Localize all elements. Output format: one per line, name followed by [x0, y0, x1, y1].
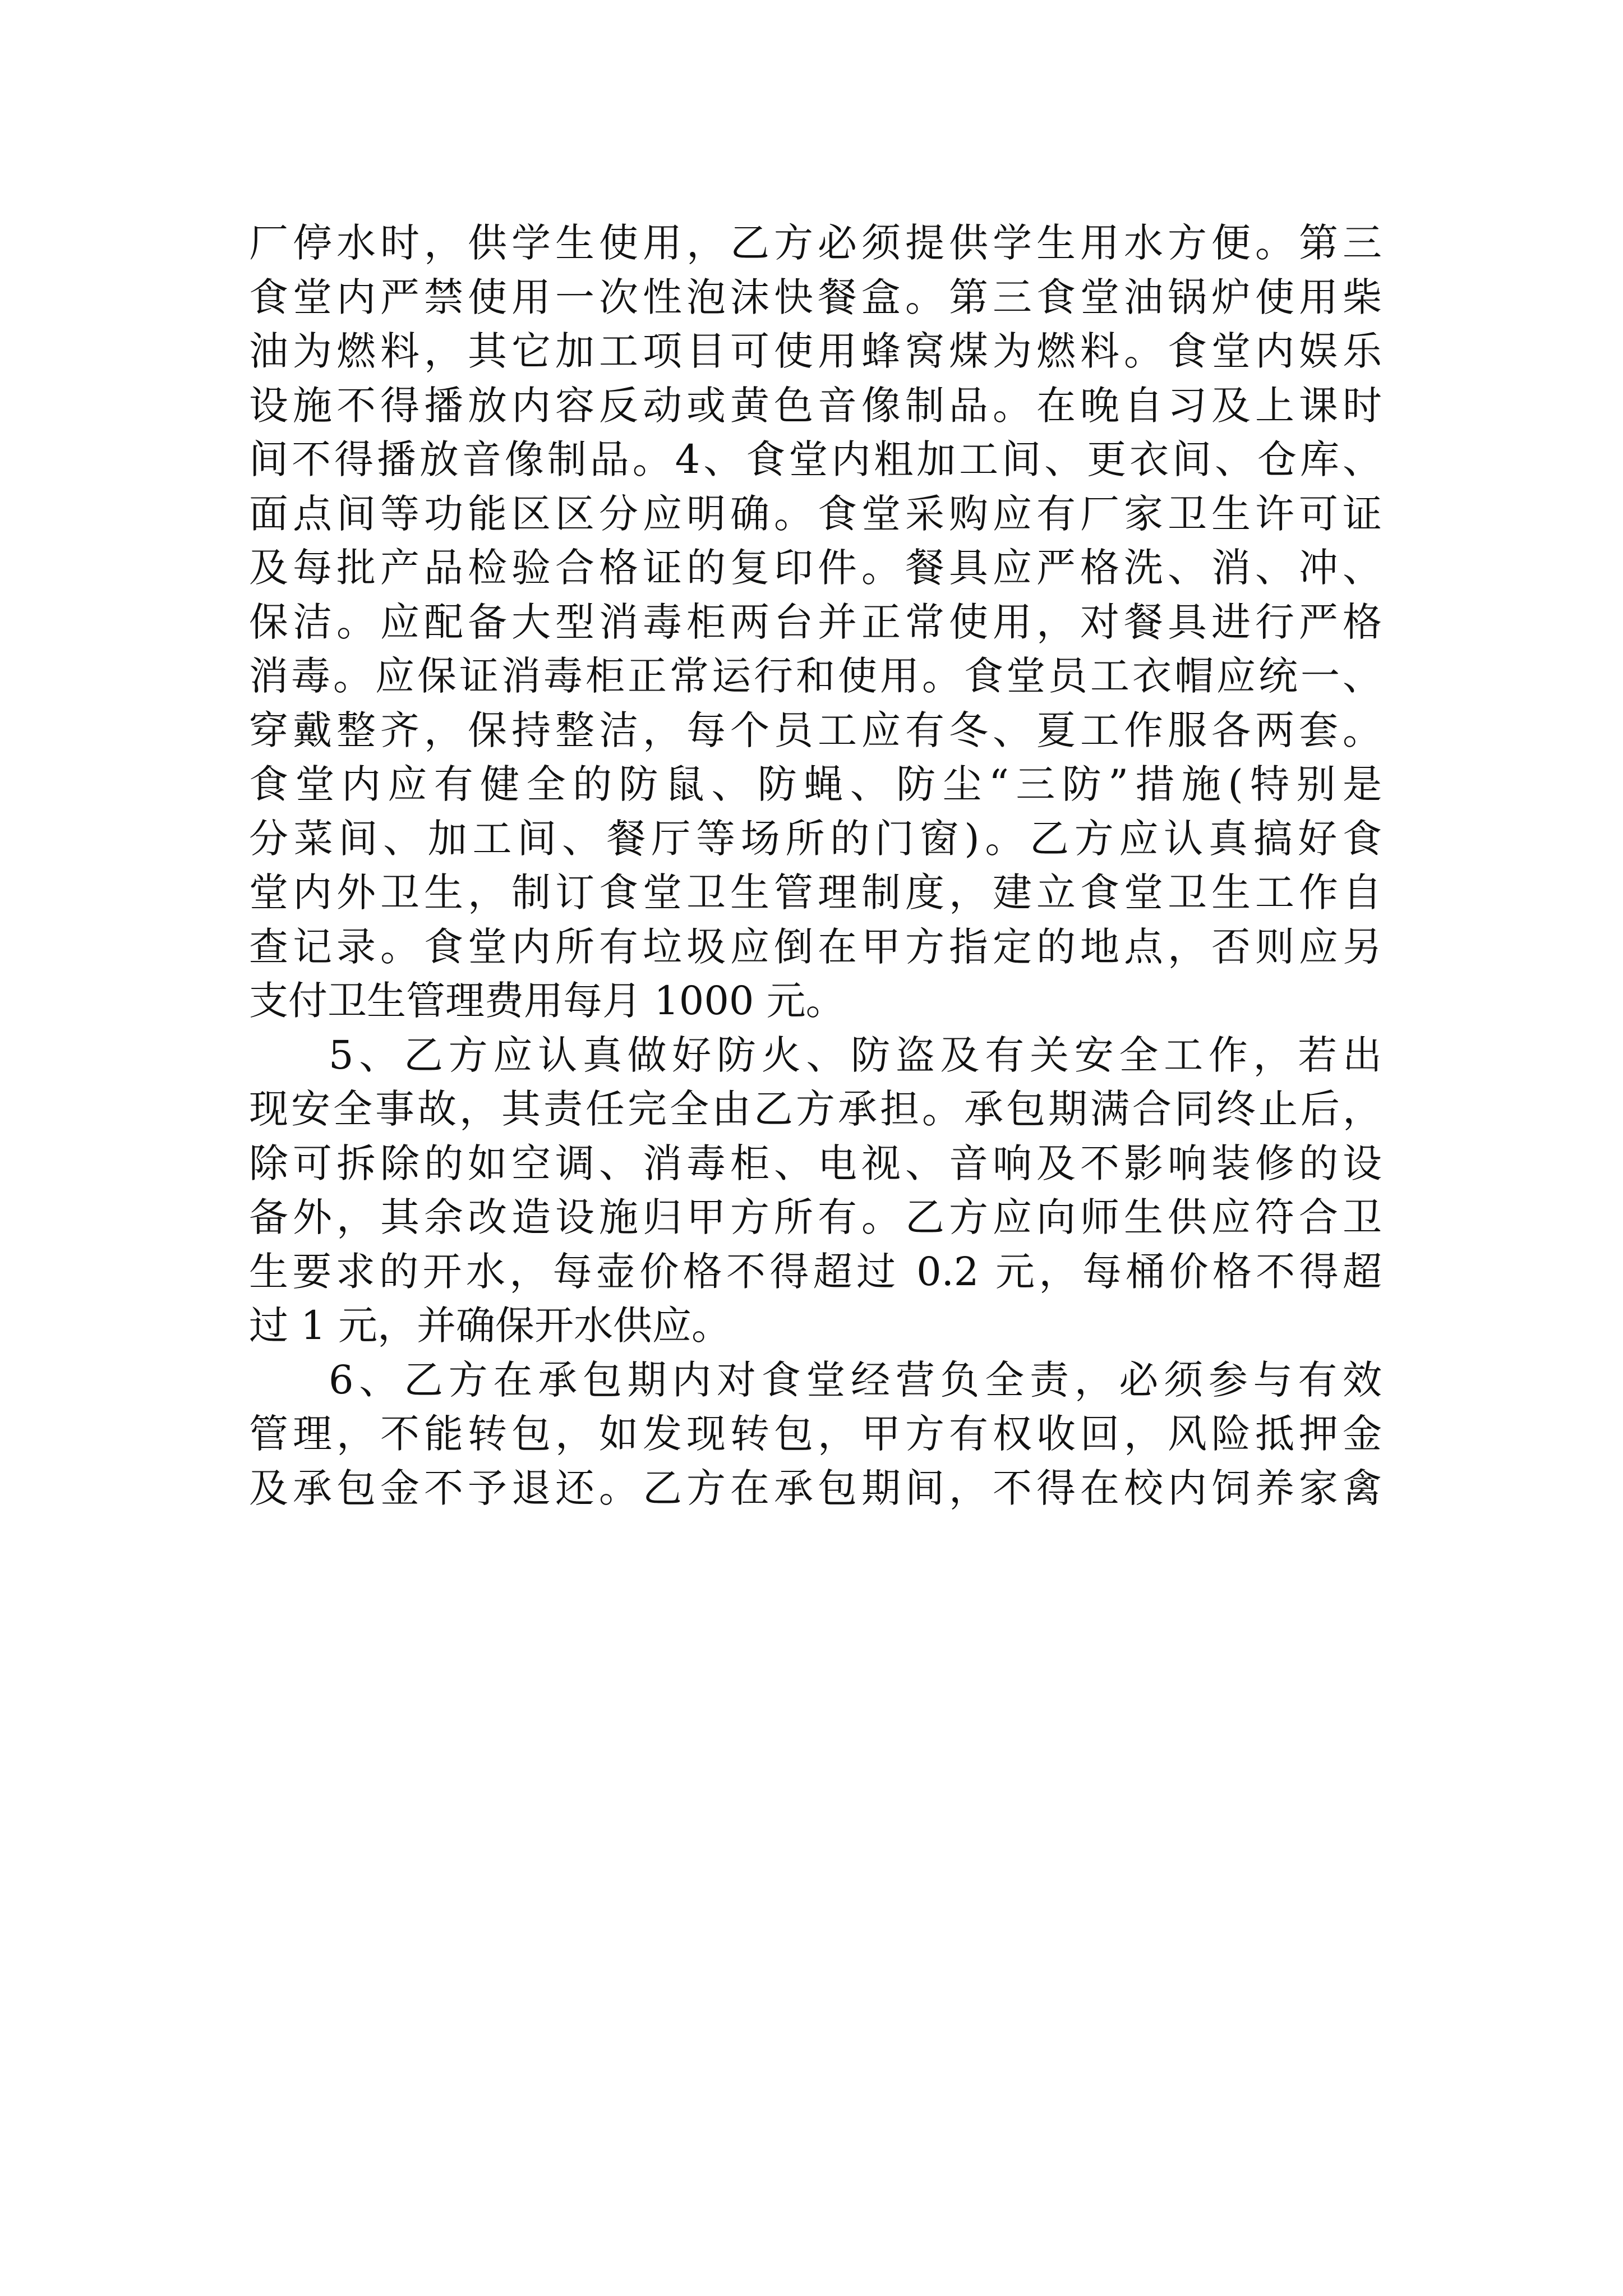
text-line: 生要求的开水，每壶价格不得超过 0.2 元，每桶价格不得超 — [249, 1248, 1382, 1295]
text-line: 食堂内应有健全的防鼠、防蝇、防尘“三防”措施(特别是 — [249, 761, 1382, 807]
text-line: 查记录。食堂内所有垃圾应倒在甲方指定的地点，否则应另 — [249, 923, 1382, 970]
text-line: 消毒。应保证消毒柜正常运行和使用。食堂员工衣帽应统一、 — [249, 653, 1382, 699]
text-line: 备外，其余改造设施归甲方所有。乙方应向师生供应符合卫 — [249, 1194, 1382, 1240]
body-text — [249, 216, 1382, 1515]
text-line: 厂停水时，供学生使用，乙方必须提供学生用水方便。第三 — [249, 220, 1382, 266]
text-line: 分菜间、加工间、餐厅等场所的门窗)。乙方应认真搞好食 — [249, 815, 1382, 862]
text-line: 穿戴整齐，保持整洁，每个员工应有冬、夏工作服各两套。 — [249, 707, 1382, 753]
text-line: 及承包金不予退还。乙方在承包期间，不得在校内饲养家禽 — [249, 1465, 1382, 1511]
paragraph-first-line: 5、乙方应认真做好防火、防盗及有关安全工作，若出 — [329, 1032, 1382, 1078]
text-line: 保洁。应配备大型消毒柜两台并正常使用，对餐具进行严格 — [249, 599, 1382, 645]
text-line: 除可拆除的如空调、消毒柜、电视、音响及不影响装修的设 — [249, 1140, 1382, 1186]
text-line: 油为燃料，其它加工项目可使用蜂窝煤为燃料。食堂内娱乐 — [249, 328, 1382, 374]
text-line: 及每批产品检验合格证的复印件。餐具应严格洗、消、冲、 — [249, 545, 1382, 591]
text-line: 堂内外卫生，制订食堂卫生管理制度，建立食堂卫生工作自 — [249, 869, 1382, 915]
text-line: 管理，不能转包，如发现转包，甲方有权收回，风险抵押金 — [249, 1411, 1382, 1457]
text-line: 支付卫生管理费用每月 1000 元。 — [249, 978, 845, 1024]
text-line: 现安全事故，其责任完全由乙方承担。承包期满合同终止后， — [249, 1086, 1382, 1132]
text-line: 设施不得播放内容反动或黄色音像制品。在晚自习及上课时 — [249, 382, 1382, 429]
text-line: 间不得播放音像制品。4、食堂内粗加工间、更衣间、仓库、 — [249, 436, 1382, 482]
text-line: 过 1 元，并确保开水供应。 — [249, 1303, 731, 1349]
paragraph-first-line: 6、乙方在承包期内对食堂经营负全责，必须参与有效 — [329, 1356, 1382, 1403]
text-line: 食堂内严禁使用一次性泡沫快餐盒。第三食堂油锅炉使用柴 — [249, 274, 1382, 320]
text-line: 面点间等功能区区分应明确。食堂采购应有厂家卫生许可证 — [249, 490, 1382, 537]
